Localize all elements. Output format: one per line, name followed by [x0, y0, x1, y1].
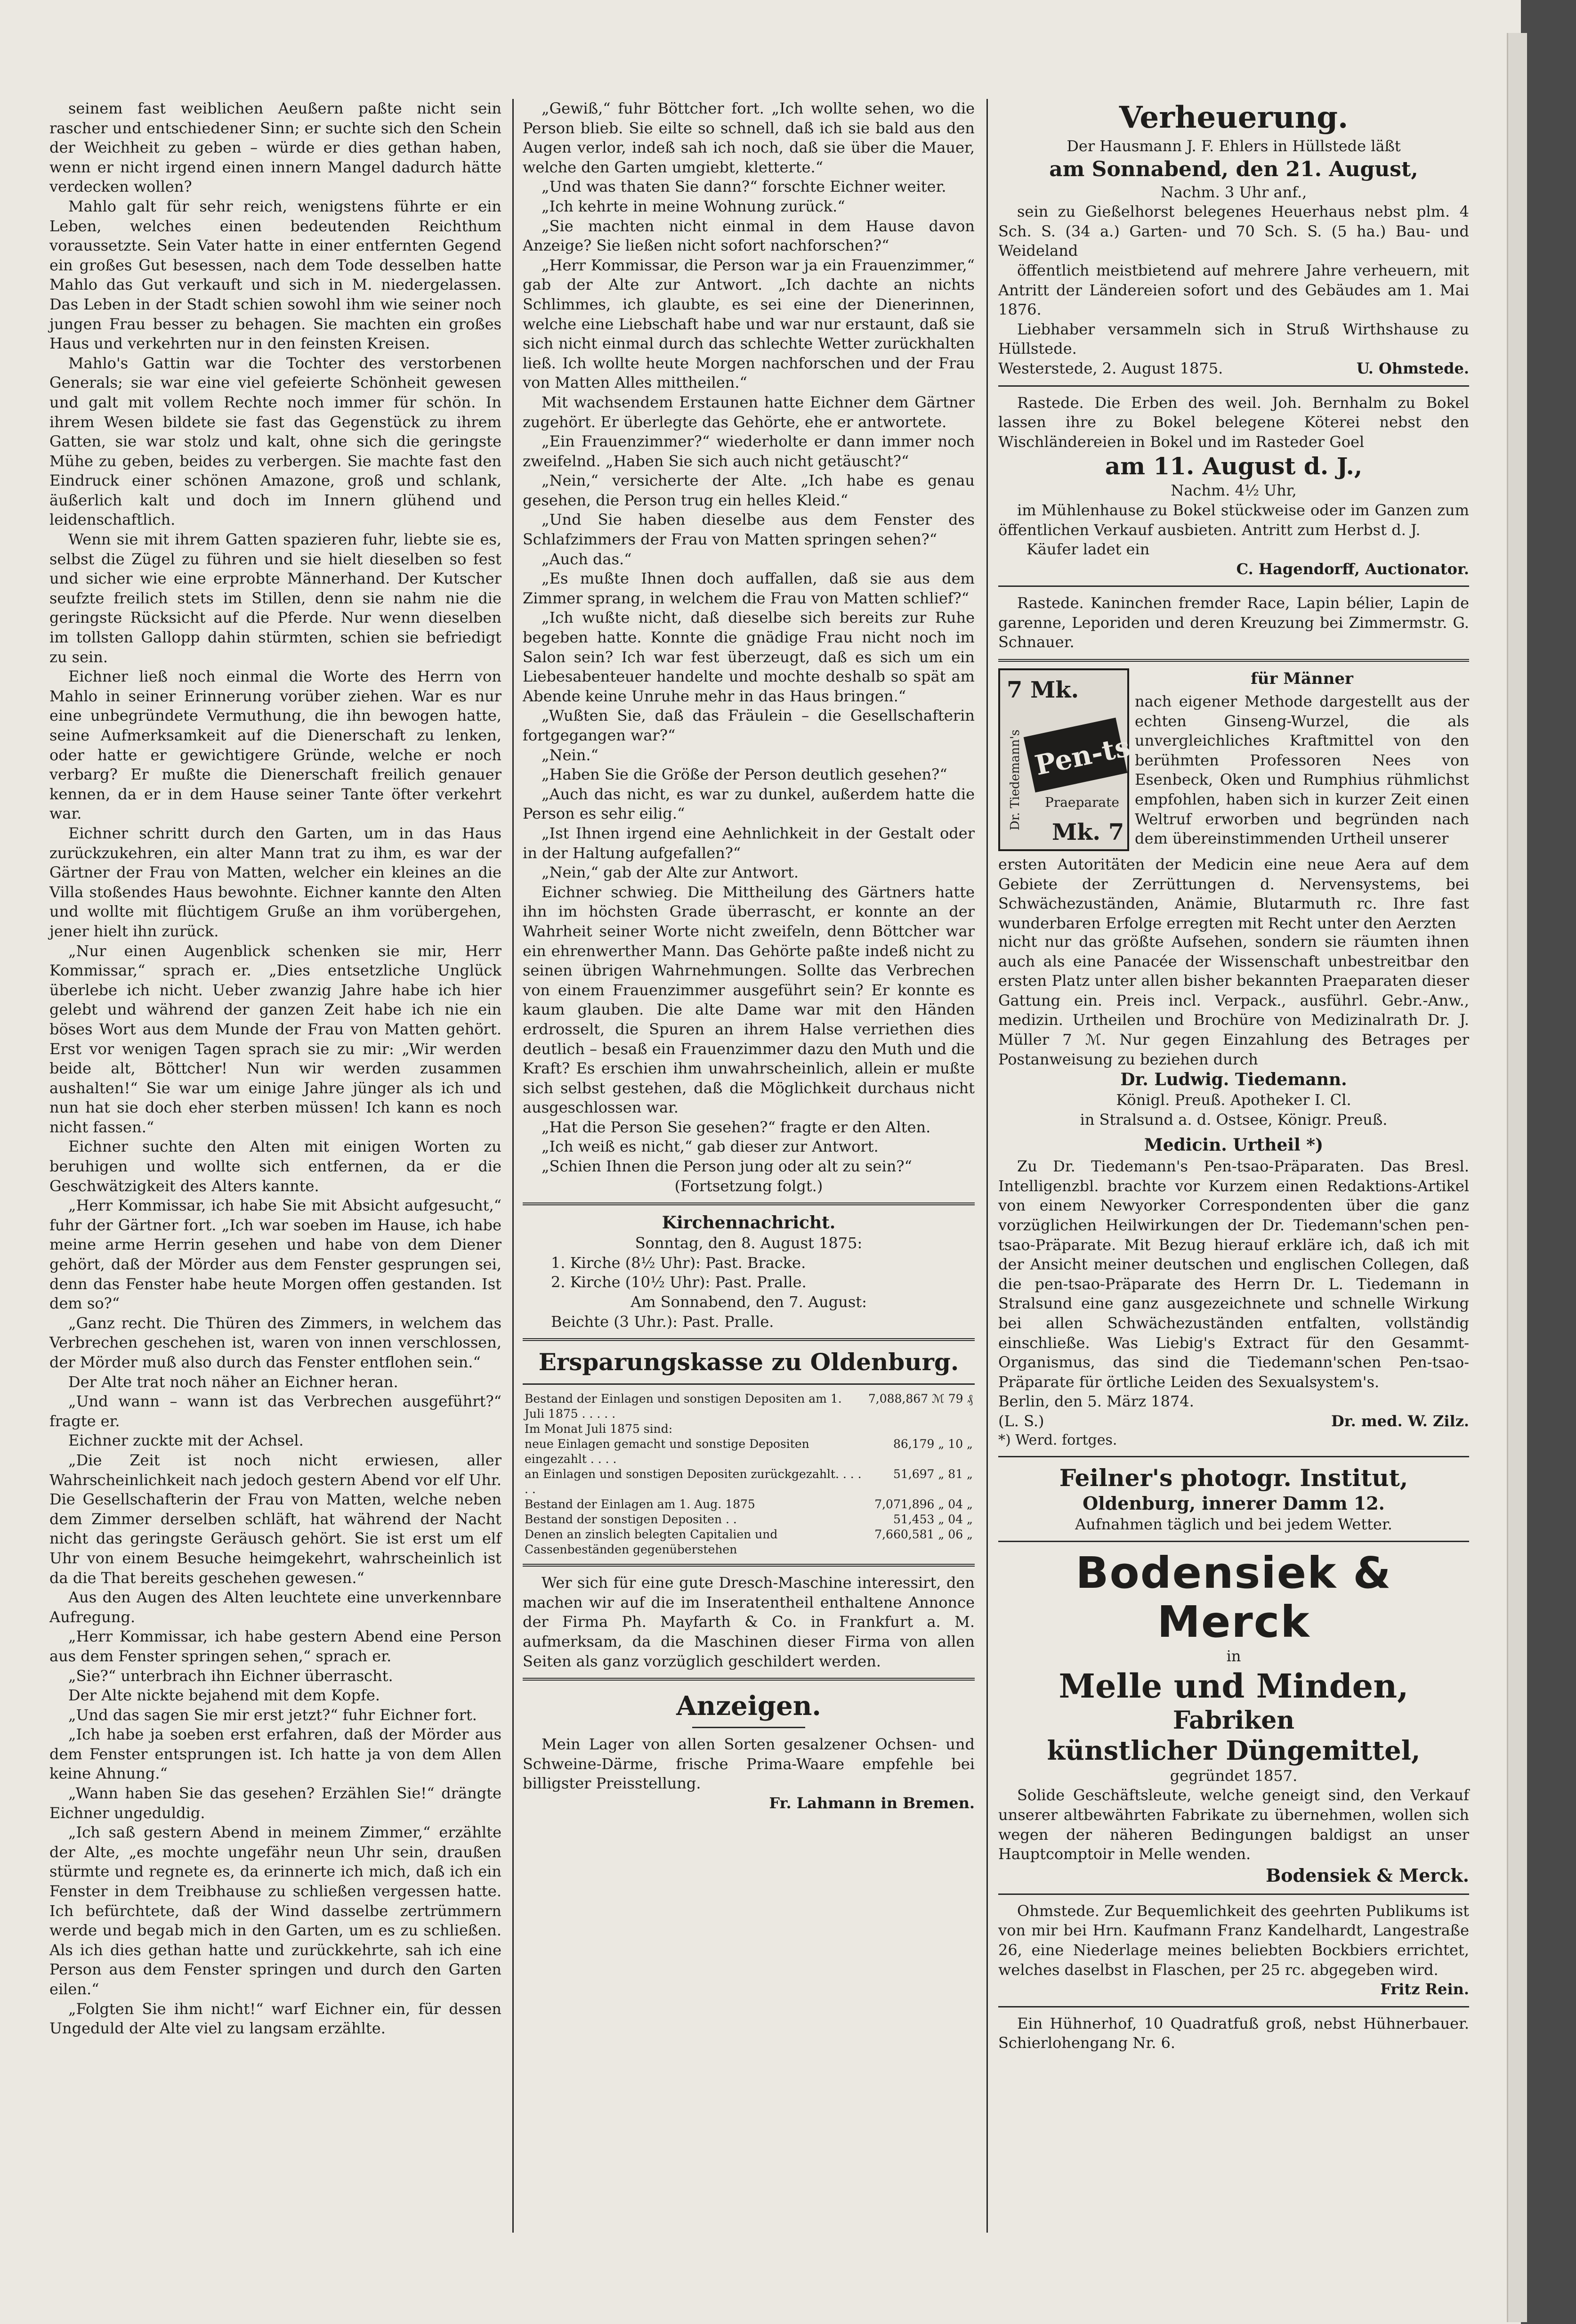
verheuerung-date: am Sonnabend, den 21. August,: [1049, 157, 1418, 181]
divider: [998, 2006, 1469, 2007]
table-row: [523, 1391, 975, 1422]
huehnerhof-ad: Ein Hühnerhof, 10 Quadratfuß groß, nebst Hühnerbauer. Schierlohengang Nr. 6.: [998, 2014, 1469, 2052]
divider: [523, 1338, 975, 1341]
savings-value: 86,179 „ 10 „: [893, 1437, 973, 1451]
ohmstede-signature: Fritz Rein.: [1380, 1980, 1469, 1999]
divider: [998, 385, 1469, 387]
divider: [998, 1541, 1469, 1542]
rastede-date: am 11. August d. J.,: [1105, 452, 1363, 480]
savings-value: 51,453 „ 04 „: [893, 1512, 973, 1527]
story-paragraph: „Nur einen Augenblick schenken sie mir, Herr Kommissar,“ sprach er. „Dies entsetzliche Unglück überlebe ich nicht. Ueber zwanzig Jahre habe ich hier gelebt und während der ganzen Zeit habe ich nie ein böses Wort aus dem Munde der Frau von Matten gehört. Erst vor wenigen Tagen sprach sie zu mir: „Wir werden beide alt, Böttcher! Nun wir werden zusammen aushalten!“ Sie war um einige Jahre jünger als ich und nun hat sie doch eher sterben müssen! Ich kann es noch nicht fassen.“: [49, 942, 501, 1136]
divider: [523, 1383, 975, 1385]
logo-price-top: 7 Mk.: [1007, 677, 1079, 704]
logo-side-text: Dr. Tiedemann's: [1008, 729, 1022, 831]
story-paragraph: Eichner schritt durch den Garten, um in das Haus zurückzukehren, ein alter Mann trat zu ihm, es war der Gärtner der Frau von Matten, welcher ein kleines an die Villa stoßendes Haus bewohnte. Eichner kannte den Alten und wollte mit flüchtigem Gruße an ihm vorübergehen, jener hielt ihn zurück.: [49, 824, 501, 940]
bodensiek-founded: gegründet 1857.: [1170, 1766, 1298, 1785]
story-paragraph: seinem fast weiblichen Aeußern paßte nicht sein rascher und entschiedener Sinn; er suchte sich den Schein der Weichheit zu geben – würde er dies gethan haben, wenn er nicht irgend einen innern Mangel dadurch hätte verdecken wollen?: [49, 99, 501, 196]
savings-label: Bestand der Einlagen und sonstigen Depositen am 1. Juli 1875 . . . . .: [525, 1392, 842, 1421]
bodensiek-fabriken: Fabriken: [1172, 1706, 1295, 1735]
urtheil-footer: [998, 1412, 1469, 1431]
church-date: Sonntag, den 8. August 1875:: [635, 1234, 863, 1252]
divider: [523, 1564, 975, 1567]
story-paragraph: „Nein,“ gab der Alte zur Antwort.: [541, 863, 799, 882]
fuer-maenner: für Männer: [1251, 669, 1353, 689]
urtheil-date: Berlin, den 5. März 1874.: [998, 1392, 1194, 1411]
ohmstede-ad: Ohmstede. Zur Bequemlichkeit des geehrten Publikums ist von mir bei Hrn. Kaufmann Franz Kandelhardt, Langestraße 26, eine Niederlage meines beliebten Bockbiers errichtet, welches daselbst in Flaschen, per 25 rc. abgegeben wird.: [998, 1901, 1469, 1979]
verheuerung-text-3: Liebhaber versammeln sich in Struß Wirthshause zu Hüllstede.: [998, 320, 1469, 358]
verheuerung-text-1: sein zu Gießelhorst belegenes Heuerhaus nebst plm. 4 Sch. S. (34 a.) Garten- und 70 Sch. S. (5 ha.) Bau- und Weideland: [998, 203, 1469, 260]
story-paragraph: Mit wachsendem Erstaunen hatte Eichner dem Gärtner zugehört. Er überlegte das Gehörte, ehe er antwortete.: [523, 393, 975, 431]
logo-price-bottom: Mk. 7: [1052, 819, 1124, 846]
story-paragraph: „Die Zeit ist noch nicht erwiesen, aller Wahrscheinlichkeit nach jedoch gestern Abend vor elf Uhr. Die Gesellschafterin der Frau von Matten, welche neben dem Zimmer derselben schläft, hat während der Nacht nicht das geringste Geräusch gehört. Sie ist erst um elf Uhr von einem Besuche heimgekehrt, wahrscheinlich ist da die That bereits geschehen gewesen.“: [49, 1451, 501, 1587]
savings-label: Bestand der Einlagen am 1. Aug. 1875: [525, 1497, 755, 1511]
story-paragraph: Eichner zuckte mit der Achsel.: [68, 1431, 304, 1450]
savings-value: [866, 1422, 975, 1437]
story-paragraph: „Ein Frauenzimmer?“ wiederholte er dann immer noch zweifelnd. „Haben Sie sich auch nicht getäuscht?“: [523, 432, 975, 470]
feilner-address: Oldenburg, innerer Damm 12.: [1083, 1492, 1385, 1514]
story-paragraph: „Sie?“ unterbrach ihn Eichner überrascht.: [68, 1666, 393, 1685]
story-paragraph: „Ist Ihnen irgend eine Aehnlichkeit in der Gestalt oder in der Haltung aufgefallen?“: [523, 824, 975, 862]
story-paragraph: „Herr Kommissar, die Person war ja ein Frauenzimmer,“ gab der Alte zur Antwort. „Ich dachte an nichts Schlimmes, ich glaubte, es sei eine der Dienerinnen, welche eine Liebschaft habe und war nur erstaunt, daß sie sich nicht einmal durch das schlechte Wetter zurückhalten ließ. Ich wollte heute Morgen nachforschen und der Frau von Matten Alles mittheilen.“: [523, 256, 975, 392]
lahmann-signature: Fr. Lahmann in Bremen.: [769, 1794, 975, 1812]
savings-value: 51,697 „ 81 „: [893, 1467, 973, 1481]
savings-label: Im Monat Juli 1875 sind:: [525, 1422, 673, 1436]
bodensiek-text: Solide Geschäftsleute, welche geneigt sind, den Verkauf unserer altbewährten Fabrikate zu übernehmen, wollen sich wegen der näheren Bedingungen baldigst an unser Hauptcomptoir in Melle wenden.: [998, 1786, 1469, 1863]
feilner-title: Feilner's photogr. Institut,: [1059, 1463, 1408, 1492]
story-paragraph: „Haben Sie die Größe der Person deutlich gesehen?“: [541, 765, 947, 784]
verheuerung-signature: U. Ohmstede.: [1356, 359, 1469, 377]
bodensiek-in: in: [1226, 1647, 1241, 1666]
rastede-text: im Mühlenhause zu Bokel stückweise oder im Ganzen zum öffentlichen Verkauf ausbieten. Antritt zum Herbst d. J.: [998, 501, 1469, 539]
savings-value: 7,088,867 ℳ 79 ₰: [868, 1392, 973, 1406]
tiedemann-title: Königl. Preuß. Apotheker I. Cl.: [1116, 1091, 1351, 1109]
story-paragraph: „Ich habe ja soeben erst erfahren, daß der Mörder aus dem Fenster entsprungen ist. Ich hatte ja von dem Allen keine Ahnung.“: [49, 1725, 501, 1783]
story-paragraph: „Ich wußte nicht, daß dieselbe sich bereits zur Ruhe begeben hatte. Konnte die gnädige Frau nicht noch im Salon sein? Ich war fest überzeugt, daß es sich um ein Liebesabenteuer handelte und mochte deshalb so spät am Abende keine Unruhe mehr in das Haus bringen.“: [523, 609, 975, 705]
savings-value: 7,660,581 „ 06 „: [874, 1528, 973, 1542]
feilner-subtitle: Aufnahmen täglich und bei jedem Wetter.: [1075, 1515, 1392, 1533]
story-paragraph: „Gewiß,“ fuhr Böttcher fort. „Ich wollte sehen, wo die Person blieb. Sie eilte so schnell, daß ich sie bald aus den Augen verlor, indeß sah ich noch, daß sie über die Mauer, welche den Garten umgiebt, kletterte.“: [523, 99, 975, 176]
savings-value: 7,071,896 „ 04 „: [874, 1497, 973, 1511]
continuation-note: (Fortsetzung folgt.): [674, 1177, 823, 1195]
story-paragraph: Eichner schwieg. Die Mittheilung des Gärtners hatte ihn im höchsten Grade überrascht, er konnte an der Wahrheit seiner Worte nicht zweifeln, denn Böttcher war ein ehrenwerther Mann. Das Gehörte paßte indeß nicht zu seinen übrigen Wahrnehmungen. Sollte das Verbrechen von einem Frauenzimmer ausgeführt sein? Er konnte es kaum glauben. Die alte Dame war mit den Händen erdrosselt, die Spuren an ihrem Halse verriethen dies deutlich – besaß ein Frauenzimmer dazu den Muth und die Kraft? Es erschien ihm unwahrscheinlich, allein er mußte sich selbst gestehen, daß die Möglichkeit durchaus nicht ausgeschlossen war.: [523, 883, 975, 1117]
urtheil-footnote: *) Werd. fortges.: [998, 1431, 1117, 1448]
savings-label: Bestand der sonstigen Depositen . .: [525, 1512, 737, 1527]
story-paragraph: „Hat die Person Sie gesehen?“ fragte er den Alten.: [541, 1118, 931, 1136]
story-paragraph: Eichner suchte den Alten mit einigen Worten zu beruhigen und wollte sich entfernen, da er die Geschwätzigkeit des Alters kannte.: [49, 1138, 501, 1195]
divider: [692, 1727, 805, 1728]
church-saturday: Am Sonnabend, den 7. August:: [630, 1293, 867, 1311]
verheuerung-text-2: öffentlich meistbietend auf mehrere Jahre verheuern, mit Antritt der Ländereien sofort und des Gebäudes am 1. Mai 1876.: [998, 261, 1469, 319]
anzeigen-title: Anzeigen.: [676, 1690, 821, 1722]
ads-column: [998, 99, 1469, 2313]
church-line-1: 1. Kirche (8½ Uhr): Past. Bracke.: [551, 1253, 806, 1272]
story-text-1: [49, 99, 501, 2039]
savings-title: Ersparungskasse zu Oldenburg.: [538, 1348, 959, 1376]
story-paragraph: „Schien Ihnen die Person jung oder alt zu sein?“: [541, 1157, 912, 1176]
page-edge-paper: [1507, 33, 1527, 2322]
page-edge: [1521, 0, 1576, 2324]
story-paragraph: „Wußten Sie, daß das Fräulein – die Gesellschafterin fortgegangen war?“: [523, 707, 975, 744]
story-paragraph: „Auch das nicht, es war zu dunkel, außerdem hatte die Person es sehr eilig.“: [523, 785, 975, 823]
story-paragraph: „Nein.“: [541, 746, 598, 764]
bodensiek-cities: Melle und Minden,: [1059, 1666, 1409, 1706]
pentsao-logo: [998, 668, 1168, 851]
logo-name: Pen-tsao: [1032, 723, 1168, 782]
bodensiek-title: Bodensiek & Merck: [1075, 1548, 1392, 1648]
verheuerung-place: Westerstede, 2. August 1875.: [998, 359, 1223, 377]
story-paragraph: Wenn sie mit ihrem Gatten spazieren fuhr, liebte sie es, selbst die Zügel zu führen und sie hielt dieselben so fest und sicher wie eine erprobte Männerhand. Der Kutscher seufzte freilich stets im Stillen, denn sie nahm nie die geringste Rücksicht auf die Pferde. Nur wenn dieselben im tollsten Gallopp dahin stürmten, schien sie befriedigt zu sein.: [49, 530, 501, 666]
verheuerung-line-1: Der Hausmann J. F. Ehlers in Hüllstede läßt: [1067, 137, 1401, 155]
rastede-signature: C. Hagendorff, Auctionator.: [1236, 560, 1469, 578]
story-paragraph: „Und das sagen Sie mir erst jetzt?“ fuhr Eichner fort.: [68, 1706, 477, 1724]
urtheil-signature: Dr. med. W. Zilz.: [1331, 1412, 1469, 1430]
tiedemann-name: Dr. Ludwig. Tiedemann.: [1120, 1070, 1347, 1090]
story-paragraph: Mahlo's Gattin war die Tochter des verstorbenen Generals; sie war eine viel gefeierte Schönheit gewesen und galt mit vollem Rechte noch immer für schön. In ihrem Wesen bildete sie fast das Gegenstück zu ihrem Gatten, sie war stolz und kalt, ohne sich die geringste Mühe zu geben, beides zu verbergen. Sie machte fast den Eindruck einer schönen Amazone, groß und schlank, äußerlich kalt und doch im Innern glühend und leidenschaftlich.: [49, 354, 501, 529]
verheuerung-footer: [998, 359, 1469, 379]
savings-label: an Einlagen und sonstigen Depositen zurückgezahlt. . . . . .: [525, 1467, 862, 1496]
story-paragraph: „Und Sie haben dieselbe aus dem Fenster des Schlafzimmers der Frau von Matten springen sehen?“: [523, 511, 975, 549]
table-row: [523, 1497, 975, 1512]
table-row: [523, 1467, 975, 1497]
rastede-time: Nachm. 4½ Uhr,: [1171, 481, 1297, 500]
story-paragraph: „Folgten Sie ihm nicht!“ warf Eichner ein, für dessen Ungeduld der Alte viel zu langsam erzählte.: [49, 1999, 501, 2038]
story-paragraph: Mahlo galt für sehr reich, wenigstens führte er ein Leben, welches einen bedeutenden Reichthum voraussetzte. Sein Vater hatte in einer entfernten Gegend ein großes Gut besessen, nach dem Tode desselben hatte Mahlo das Gut verkauft und sich in M. niedergelassen. Das Leben in der Stadt schien sowohl ihm wie seiner noch jungen Frau besser zu behagen. Sie machten ein großes Haus und verkehrten nur in den feinsten Kreisen.: [49, 197, 501, 353]
story-paragraph: „Ganz recht. Die Thüren des Zimmers, in welchem das Verbrechen geschehen ist, waren von innen verschlossen, der Mörder muß also durch das Fenster entflohen sein.“: [49, 1314, 501, 1371]
logo-sub: Praeparate: [1045, 795, 1120, 811]
bodensiek-duenger: künstlicher Düngemittel,: [1047, 1735, 1421, 1766]
story-paragraph: „Es mußte Ihnen doch auffallen, daß sie aus dem Zimmer sprang, in welchem die Frau von Matten schlief?“: [523, 569, 975, 607]
story-paragraph: „Herr Kommissar, ich habe gestern Abend eine Person aus dem Fenster springen sehen,“ sprach er.: [49, 1627, 501, 1665]
story-paragraph: „Ich weiß es nicht,“ gab dieser zur Antwort.: [541, 1138, 879, 1156]
story-paragraph: Eichner ließ noch einmal die Worte des Herrn von Mahlo in seiner Erinnerung vorüber ziehen. War es nur eine unbegründete Vermuthung, die ihn bewogen hatte, seine Aufmerksamkeit auf die Dienerschaft zu lenken, oder hatte er gewichtigere Gründe, welche er noch verbarg? Er mußte die Dienerschaft freilich genauer kennen, da er in dem Hause seiner Tante öfter verkehrt war.: [49, 667, 501, 823]
story-paragraph: „Nein,“ versicherte der Alte. „Ich habe es genau gesehen, die Person trug ein helles Kleid.“: [523, 471, 975, 509]
pentsao-text-top: nach eigener Methode dargestellt aus der echten Ginseng-Wurzel, die als unvergleichliches Kraftmittel von den berühmten Professoren Nees von Esenbeck, Oken und Rumphius rühmlichst empfohlen, haben sich in kurzer Zeit einen Weltruf erworben und begründen nach dem übereinstimmenden Urtheil unserer: [1135, 692, 1469, 848]
story-paragraph: Aus den Augen des Alten leuchtete eine unverkennbare Aufregung.: [49, 1588, 501, 1626]
church-line-2: 2. Kirche (10½ Uhr): Past. Pralle.: [551, 1273, 807, 1292]
pentsao-text-rest: nicht nur das größte Aufsehen, sondern sie räumten ihnen auch als eine Panacée der Wissenschaft unbestreitbar den ersten Platz unter allen bisher bekannten Praeparaten dieser Gattung ein. Preis incl. Verpack., ausführl. Gebr.-Anw., medizin. Urtheilen und Brochüre von Medizinalrath Dr. J. Müller 7 ℳ. Nur gegen Einzahlung des Betrages per Postanweisung zu beziehen durch: [998, 933, 1469, 1068]
rastede-ad-1: Rastede. Die Erben des weil. Joh. Bernhalm zu Bokel lassen ihre zu Bokel belegene Köterei nebst den Wischländereien in Bokel und im Rasteder Goel: [998, 393, 1469, 451]
table-row: [523, 1512, 975, 1527]
story-paragraph: „Und was thaten Sie dann?“ forschte Eichner weiter.: [541, 178, 946, 196]
table-row: [523, 1422, 975, 1437]
bodensiek-signature: Bodensiek & Merck.: [1266, 1864, 1469, 1886]
story-paragraph: „Auch das.“: [541, 550, 632, 568]
pentsao-heading: [1135, 668, 1469, 689]
story-paragraph: Der Alte nickte bejahend mit dem Kopfe.: [68, 1686, 380, 1705]
story-paragraph: „Ich kehrte in meine Wohnung zurück.“: [541, 197, 845, 215]
urtheil-title: Medicin. Urtheil *): [1144, 1135, 1324, 1155]
table-row: [523, 1527, 975, 1557]
story-paragraph: „Ich saß gestern Abend in meinem Zimmer,“ erzählte der Alte, „es mochte ungefähr neun Uhr sein, draußen stürmte und regnete es, da erinnerte ich mich, daß ich ein Fenster in dem Treibhause zu schließen vergessen hatte. Ich befürchtete, daß der Wind dasselbe zertrümmern werde und begab mich in den Garten, um es zu schließen. Als ich dies gethan hatte und zurückkehrte, sah ich eine Person aus dem Fenster springen und durch den Garten eilen.“: [49, 1823, 501, 1998]
church-beichte: Beichte (3 Uhr.): Past. Pralle.: [551, 1312, 774, 1331]
savings-label: Denen an zinslich belegten Capitalien und Cassenbeständen gegenüberstehen: [525, 1528, 778, 1557]
divider: [998, 585, 1469, 587]
story-column-1: [49, 99, 501, 2313]
divider: [998, 659, 1469, 662]
column-rule: [986, 99, 988, 2233]
rastede-invite: Käufer ladet ein: [1026, 540, 1150, 559]
savings-table: [523, 1391, 975, 1557]
verheuerung-title: Verheuerung.: [1119, 100, 1349, 135]
column-rule: [512, 99, 514, 2233]
story-paragraph: „Sie machten nicht einmal in dem Hause davon Anzeige? Sie ließen nicht sofort nachforschen?“: [523, 217, 975, 255]
pentsao-text-bottom: ersten Autoritäten der Medicin eine neue Aera auf dem Gebiete der Zerrüttungen d. Nervensystems, bei Schwächezuständen, Anämie, Blutarmuth rc. Ihre fast wunderbaren Erfolge erregten mit Recht unter den Aerzten: [998, 855, 1469, 932]
tiedemann-address: in Stralsund a. d. Ostsee, Königr. Preuß.: [1080, 1110, 1388, 1129]
story-paragraph: Der Alte trat noch näher an Eichner heran.: [68, 1373, 398, 1391]
table-row: [523, 1437, 975, 1467]
verheuerung-time: Nachm. 3 Uhr anf.,: [1160, 183, 1307, 201]
story-column-2: [523, 99, 975, 2313]
urtheil-text: Zu Dr. Tiedemann's Pen-tsao-Präparaten. Das Bresl. Intelligenzbl. brachte vor Kurzem einen Redaktions-Artikel von einem Newyorker Correspondenten über die ganz vorzüglichen Heilwirkungen der Dr. Tiedemann'schen pen-tsao-Präparate. Mit Bezug hierauf erkläre ich, daß ich mit der Ansicht meiner deutschen und englischen Collegen, daß die pen-tsao-Präparate des Herrn Dr. L. Tiedemann in Stralsund eine ganz ausgezeichnete und schnelle Wirkung bei allen Schwächezuständen entfalten, vollständig einschließe. Was Liebig's Extract für den Gesammt-Organismus, das sind die Tiedemann'schen Pen-tsao-Präparate für örtliche Leiden des Sexualsystem's.: [998, 1157, 1469, 1391]
story-paragraph: „Und wann – wann ist das Verbrechen ausgeführt?“ fragte er.: [49, 1392, 501, 1430]
church-title: Kirchennachricht.: [662, 1213, 836, 1233]
lahmann-ad: Mein Lager von allen Sorten gesalzener Ochsen- und Schweine-Därme, frische Prima-Waare empfehle bei billigster Preisstellung.: [523, 1735, 975, 1793]
story-paragraph: „Herr Kommissar, ich habe Sie mit Absicht aufgesucht,“ fuhr der Gärtner fort. „Ich war soeben im Hause, ich habe meine arme Herrin gesehen und habe von dem Diener gehört, daß der Mörder aus dem Fenster gesprungen sei, denn das Fenster habe heute Morgen offen gestanden. Ist dem so?“: [49, 1196, 501, 1313]
dresch-notice: Wer sich für eine gute Dresch-Maschine interessirt, den machen wir auf die im Inseratentheil enthaltene Annonce der Firma Ph. Mayfarth & Co. in Frankfurt a. M. aufmerksam, da die Maschinen dieser Firma von allen Seiten als ganz vorzüglich geschildert werden.: [523, 1574, 975, 1670]
divider: [998, 1893, 1469, 1895]
rastede-ad-2: Rastede. Kaninchen fremder Race, Lapin bélier, Lapin de garenne, Leporiden und deren Kreuzung bei Zimmermstr. G. Schnauer.: [998, 594, 1469, 651]
pentsao-ad: [998, 668, 1469, 932]
pentsao-logo-graphic: [1000, 670, 1168, 849]
story-paragraph: „Wann haben Sie das gesehen? Erzählen Sie!“ drängte Eichner ungeduldig.: [49, 1784, 501, 1822]
savings-label: neue Einlagen gemacht und sonstige Depositen eingezahlt . . . .: [525, 1437, 809, 1466]
divider: [523, 1203, 975, 1205]
urtheil-seal: (L. S.): [998, 1412, 1044, 1430]
divider: [523, 1678, 975, 1681]
story-text-2: [523, 99, 975, 1177]
divider: [998, 1456, 1469, 1457]
